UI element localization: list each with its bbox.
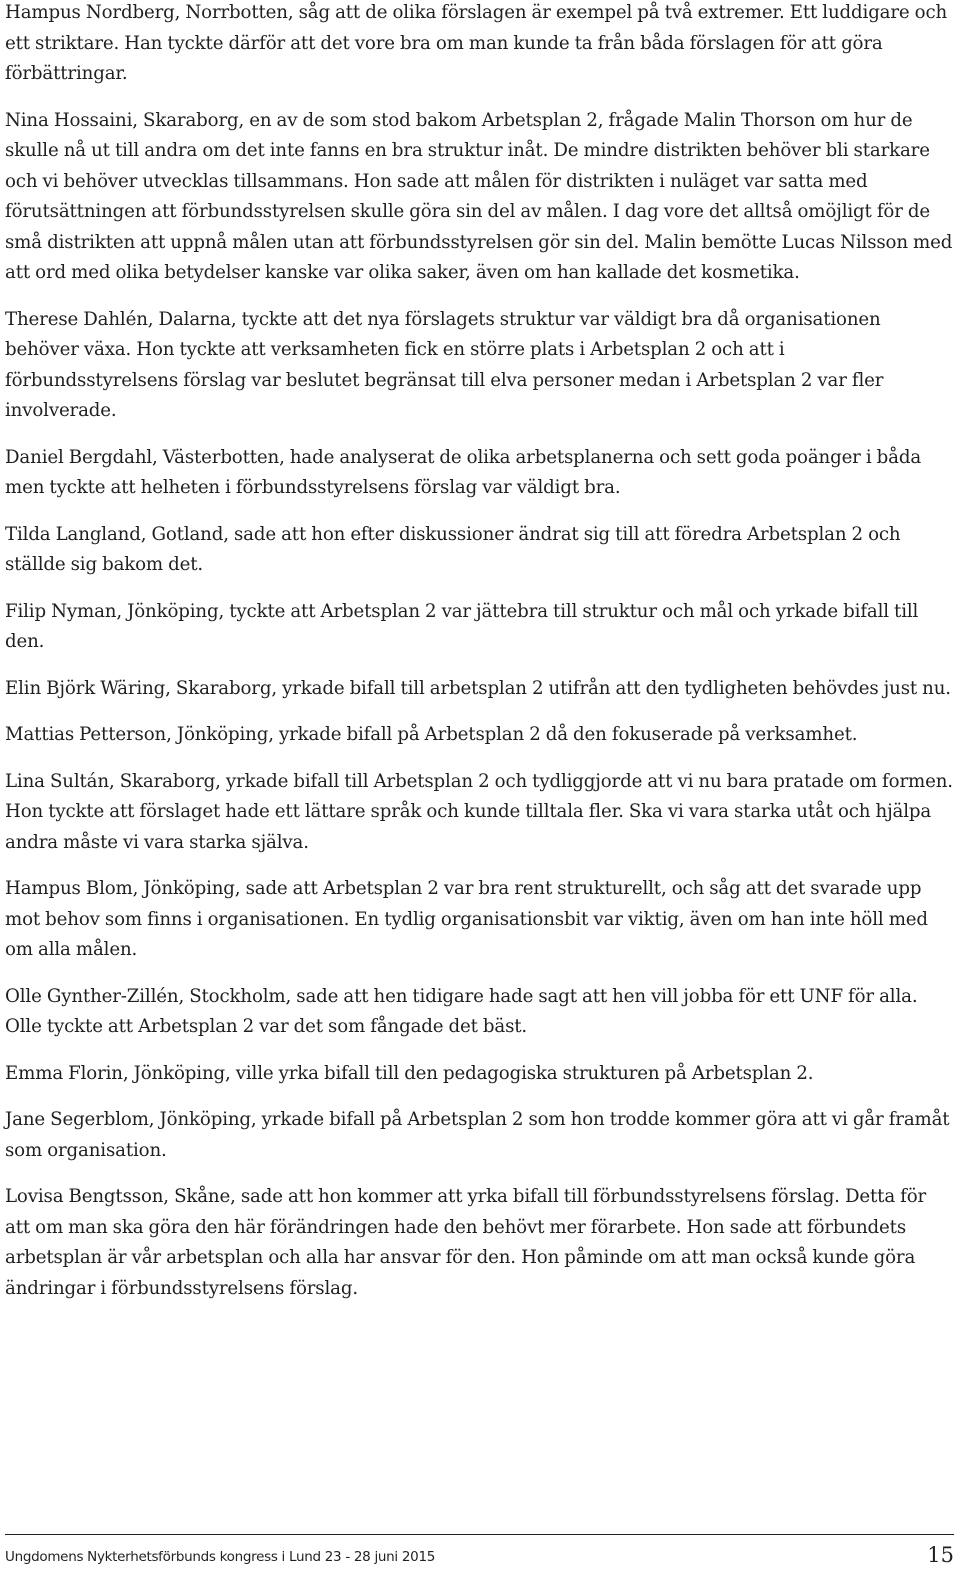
paragraph-tilda-langland: Tilda Langland, Gotland, sade att hon efter diskussioner ändrat sig till att föredra Arbetsplan 2 och ställde sig bakom det. xyxy=(5,523,901,575)
paragraph-mattias-petterson: Mattias Petterson, Jönköping, yrkade bifall på Arbetsplan 2 då den fokuserade på verksamhet. xyxy=(5,724,858,745)
paragraph-emma-florin: Emma Florin, Jönköping, ville yrka bifall till den pedagogiska strukturen på Arbetsplan 2. xyxy=(5,1062,814,1084)
page-number: 15 xyxy=(927,1543,954,1567)
paragraph-olle-gynther-zillen: Olle Gynther-Zillén, Stockholm, sade att hen tidigare hade sagt att hen vill jobba för ett UNF för alla. Olle tyckte att Arbetsplan 2 var det som fångade det bäst. xyxy=(5,985,918,1037)
paragraph-lina-sultan: Lina Sultán, Skaraborg, yrkade bifall till Arbetsplan 2 och tydliggjorde att vi nu bara pratade om formen. Hon tyckte att förslaget hade ett lättare språk och kunde tilltala fler. Ska vi vara starka utåt och hjälpa andra måste vi vara starka själva. xyxy=(5,770,953,853)
paragraph-therese-dahlen: Therese Dahlén, Dalarna, tyckte att det nya förslagets struktur var väldigt bra då organisationen behöver växa. Hon tyckte att verksamheten fick en större plats i Arbetsplan 2 och att i förbundsstyrelsens förslag var beslutet begränsat till elva personer medan i Arbetsplan 2 var fler involverade. xyxy=(5,308,884,421)
paragraph-hampus-nordberg: Hampus Nordberg, Norrbotten, såg att de olika förslagen är exempel på två extremer. Ett luddigare och ett striktare. Han tyckte därför att det vore bra om man kunde ta från båda förslagen för att göra förbättringar. xyxy=(5,2,948,84)
paragraph-nina-hossaini: Nina Hossaini, Skaraborg, en av de som stod bakom Arbetsplan 2, frågade Malin Thorson om hur de skulle nå ut till andra om det inte fanns en bra struktur inåt. De mindre distrikten behöver bli starkare och vi behöver utvecklas tillsammans. Hon sade att målen för distrikten i nuläget var satta med förutsättningen att förbundsstyrelsen skulle göra sin del av målen. I dag vore det alltså omöjligt för de små distrikten att uppnå målen utan att förbundsstyrelsen gör sin del. Malin bemötte Lucas Nilsson med att ord med olika betydelser kanske var olika saker, även om han kallade det kosmetika. xyxy=(5,109,953,283)
paragraph-hampus-blom: Hampus Blom, Jönköping, sade att Arbetsplan 2 var bra rent strukturellt, och såg att det svarade upp mot behov som finns i organisationen. En tydlig organisationsbit var viktig, även om han inte höll med om alla målen. xyxy=(5,878,928,960)
paragraph-daniel-bergdahl: Daniel Bergdahl, Västerbotten, hade analyserat de olika arbetsplanerna och sett goda poänger i båda men tyckte att helheten i förbundsstyrelsens förslag var väldigt bra. xyxy=(5,446,922,498)
page-footer xyxy=(5,1534,954,1579)
paragraph-elin-bjork-waring: Elin Björk Wäring, Skaraborg, yrkade bifall till arbetsplan 2 utifrån att den tydligheten behövdes just nu. xyxy=(5,677,951,699)
paragraph-jane-segerblom: Jane Segerblom, Jönköping, yrkade bifall på Arbetsplan 2 som hon trodde kommer göra att vi går framåt som organisation. xyxy=(5,1109,950,1161)
paragraph-lovisa-bengtsson: Lovisa Bengtsson, Skåne, sade att hon kommer att yrka bifall till förbundsstyrelsens förslag. Detta för att om man ska göra den här förändringen hade den behövt mer förarbete. Hon sade att förbundets arbetsplan är vår arbetsplan och alla har ansvar för den. Hon påminde om att man också kunde göra ändringar i förbundsstyrelsens förslag. xyxy=(5,1186,927,1299)
paragraph-filip-nyman: Filip Nyman, Jönköping, tyckte att Arbetsplan 2 var jättebra till struktur och mål och yrkade bifall till den. xyxy=(5,600,919,652)
footer-text: Ungdomens Nykterhetsförbunds kongress i Lund 23 - 28 juni 2015 xyxy=(5,1549,436,1565)
document-body xyxy=(5,0,955,1320)
